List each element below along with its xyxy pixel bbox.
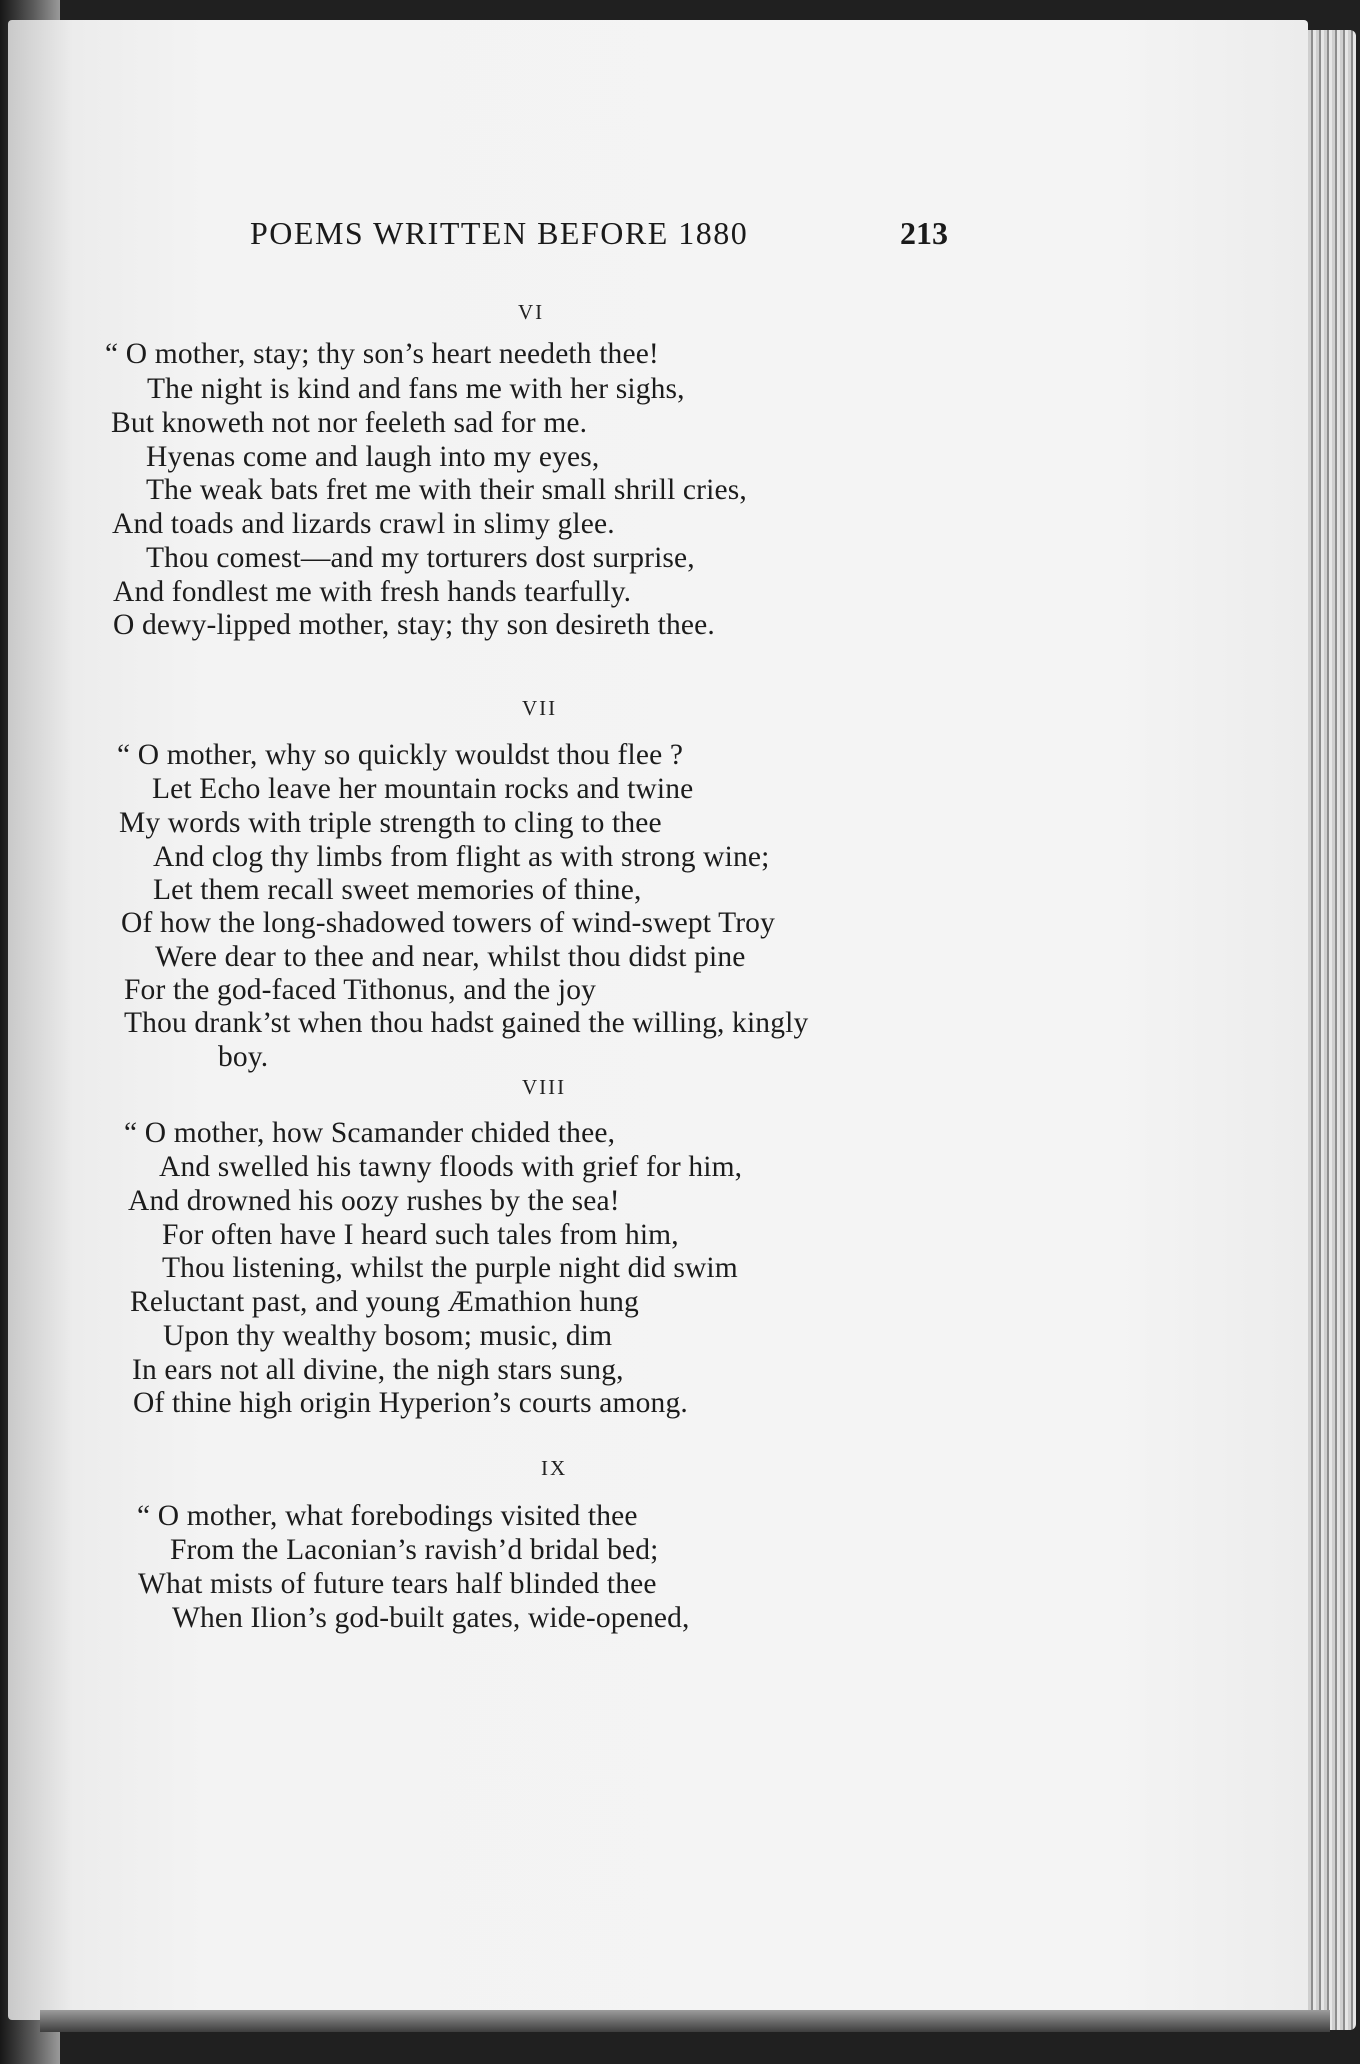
- page-number: 213: [900, 215, 948, 251]
- poem-line: And toads and lizards crawl in slimy glee.: [112, 508, 615, 540]
- poem-line: For often have I heard such tales from him,: [162, 1219, 679, 1251]
- stanza-number: IX: [541, 1456, 568, 1480]
- poem-line: “ O mother, how Scamander chided thee,: [124, 1117, 616, 1149]
- poem-line: But knoweth not nor feeleth sad for me.: [111, 407, 588, 439]
- poem-line: In ears not all divine, the nigh stars sung,: [132, 1354, 624, 1386]
- poem-line: My words with triple strength to cling to thee: [119, 807, 662, 839]
- poem-line: “ O mother, why so quickly wouldst thou flee ?: [117, 739, 684, 771]
- poem-line: Hyenas come and laugh into my eyes,: [146, 441, 600, 473]
- poem-line: And swelled his tawny floods with grief for him,: [159, 1151, 743, 1183]
- poem-line: For the god-faced Tithonus, and the joy: [124, 974, 597, 1006]
- poem-line: The night is kind and fans me with her sighs,: [147, 373, 685, 405]
- poem-line: Thou listening, whilst the purple night did swim: [162, 1252, 738, 1284]
- poem-line: Let Echo leave her mountain rocks and twine: [152, 773, 694, 805]
- poem-line: Thou comest—and my torturers dost surprise,: [146, 542, 695, 574]
- poem-line: From the Laconian’s ravish’d bridal bed;: [170, 1534, 659, 1566]
- stanza-number: VII: [522, 696, 558, 720]
- poem-line: When Ilion’s god-built gates, wide-opened,: [172, 1602, 690, 1634]
- running-head: [250, 215, 970, 255]
- poem-line: Were dear to thee and near, whilst thou didst pine: [155, 941, 746, 973]
- poem-line: Reluctant past, and young Æmathion hung: [130, 1286, 639, 1318]
- poem-line: Of thine high origin Hyperion’s courts among.: [133, 1387, 688, 1419]
- poem-line: What mists of future tears half blinded thee: [138, 1568, 657, 1600]
- stanza-number: VIII: [522, 1075, 567, 1099]
- poem-line: And fondlest me with fresh hands tearfully.: [113, 576, 632, 608]
- book-bottom-edge: [40, 2010, 1330, 2032]
- poem-line: O dewy-lipped mother, stay; thy son desireth thee.: [113, 609, 715, 641]
- poem-line: Upon thy wealthy bosom; music, dim: [163, 1320, 613, 1352]
- poem-line: The weak bats fret me with their small shrill cries,: [146, 474, 747, 506]
- poem-line: Of how the long-shadowed towers of wind-swept Troy: [121, 907, 775, 939]
- stanza-number: VI: [518, 300, 545, 324]
- poem-line: Let them recall sweet memories of thine,: [153, 874, 642, 906]
- poem-line: boy.: [218, 1041, 269, 1073]
- page-stack-edge: [1300, 30, 1356, 2030]
- poem-line: And clog thy limbs from flight as with strong wine;: [153, 841, 770, 873]
- poem-line: “ O mother, stay; thy son’s heart needeth thee!: [105, 338, 659, 370]
- poem-line: Thou drank’st when thou hadst gained the willing, kingly: [124, 1007, 809, 1039]
- running-head-title: POEMS WRITTEN BEFORE 1880: [250, 215, 749, 251]
- poem-line: And drowned his oozy rushes by the sea!: [128, 1185, 620, 1217]
- poem-line: “ O mother, what forebodings visited thee: [137, 1500, 638, 1532]
